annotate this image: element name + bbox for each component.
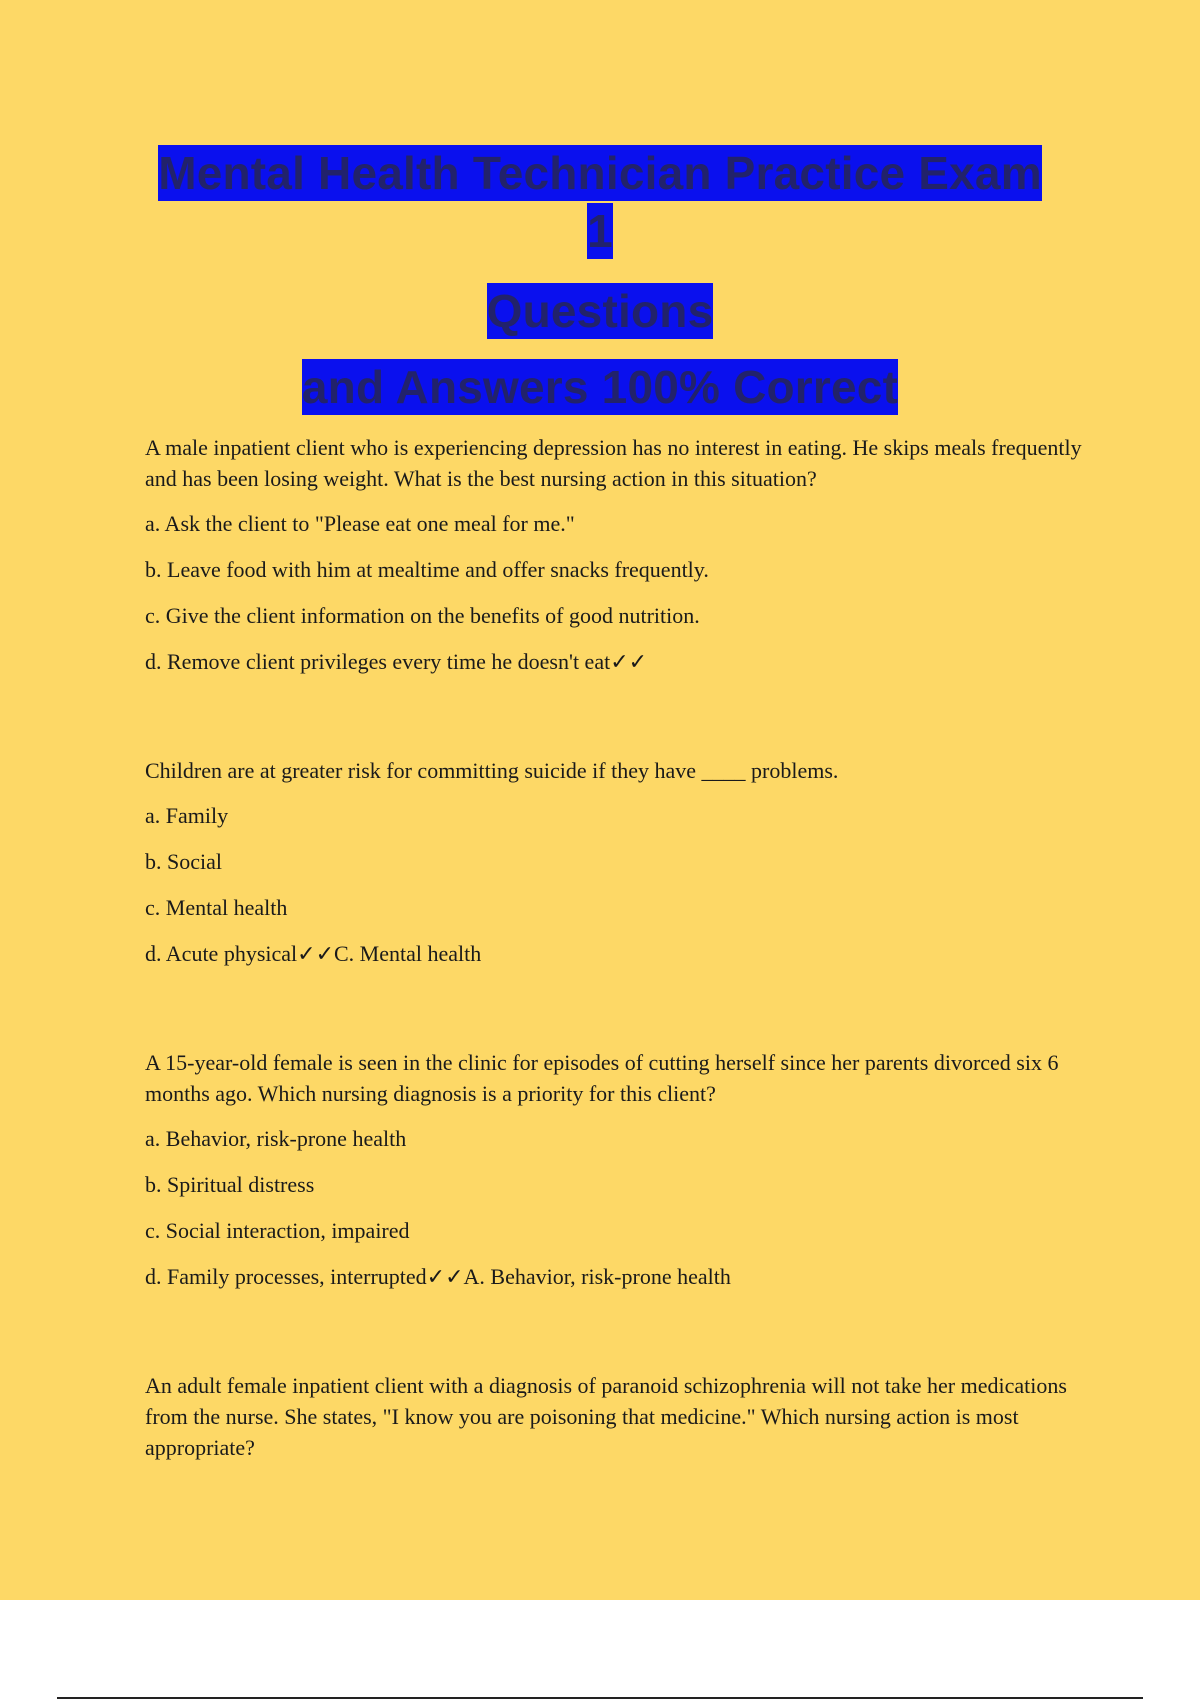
option-a: a. Ask the client to "Please eat one meal for me." — [145, 511, 575, 536]
question-2 — [145, 755, 1095, 969]
question-text: An adult female inpatient client with a diagnosis of paranoid schizophrenia will not take her medications from the nurse. She states, "I know you are poisoning that medicine." Which nursing action is most appropriate? — [145, 1373, 1067, 1460]
question-text: A male inpatient client who is experiencing depression has no interest in eating. He skips meals frequently and has been losing weight. What is the best nursing action in this situation? — [145, 435, 1082, 491]
title-line-2: 1 — [587, 205, 613, 257]
title-line-3: Questions — [486, 285, 714, 337]
question-3 — [145, 1047, 1095, 1292]
option-c: c. Social interaction, impaired — [145, 1218, 410, 1243]
option-b: b. Spiritual distress — [145, 1172, 315, 1197]
question-list — [145, 432, 1095, 1477]
title-line-4: and Answers 100% Correct — [301, 361, 899, 413]
option-d-answer: d. Remove client privileges every time he doesn't eat✓✓ — [145, 649, 648, 674]
option-d-answer: d. Acute physical✓✓C. Mental health — [145, 941, 482, 966]
option-b: b. Leave food with him at mealtime and offer snacks frequently. — [145, 557, 709, 582]
option-a: a. Family — [145, 803, 229, 828]
option-c: c. Give the client information on the benefits of good nutrition. — [145, 603, 700, 628]
document-title — [0, 145, 1200, 415]
question-1 — [145, 432, 1095, 677]
option-c: c. Mental health — [145, 895, 288, 920]
title-line-1: Mental Health Technician Practice Exam — [158, 147, 1042, 199]
option-d-answer: d. Family processes, interrupted✓✓A. Behavior, risk-prone health — [145, 1264, 731, 1289]
option-b: b. Social — [145, 849, 222, 874]
footer-divider — [57, 1697, 1143, 1699]
question-text: Children are at greater risk for committing suicide if they have ____ problems. — [145, 758, 839, 783]
question-text: A 15-year-old female is seen in the clinic for episodes of cutting herself since her parents divorced six 6 months ago. Which nursing diagnosis is a priority for this client? — [145, 1050, 1059, 1106]
option-a: a. Behavior, risk-prone health — [145, 1126, 407, 1151]
question-4 — [145, 1370, 1095, 1463]
